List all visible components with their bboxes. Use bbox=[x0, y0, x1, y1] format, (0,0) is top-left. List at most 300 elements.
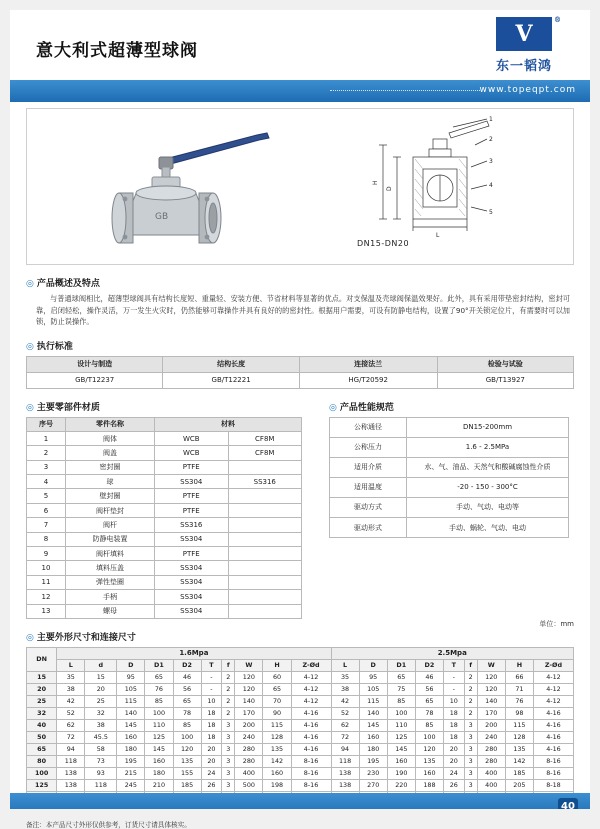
cell-value: 195 bbox=[359, 755, 387, 767]
dimensions-heading-text: 主要外形尺寸和连接尺寸 bbox=[36, 632, 136, 643]
cell-value: 2 bbox=[222, 695, 235, 707]
cell-value: 35 bbox=[331, 671, 359, 683]
cell-value: 135 bbox=[173, 755, 201, 767]
valve-photo bbox=[107, 119, 307, 254]
logo-mark-icon bbox=[496, 14, 561, 51]
col-no: 序号 bbox=[27, 417, 66, 431]
table-row bbox=[27, 671, 574, 683]
cell-value: 94 bbox=[57, 743, 85, 755]
group-header-16mpa: 1.6Mpa bbox=[57, 647, 331, 659]
table-row bbox=[330, 517, 569, 537]
cell-spec-value: 1.6 - 2.5MPa bbox=[407, 437, 569, 457]
cell-value: 20 bbox=[444, 743, 465, 755]
val-flange: HG/T20592 bbox=[299, 372, 437, 388]
section-heading-standards bbox=[26, 339, 600, 352]
cell-no: 3 bbox=[27, 460, 66, 474]
val-length: GB/T12221 bbox=[163, 372, 299, 388]
svg-text:L: L bbox=[436, 232, 440, 239]
bullet-icon: ◎ bbox=[26, 341, 34, 352]
cell-value: 155 bbox=[173, 767, 201, 779]
cell-value: 125 bbox=[145, 731, 173, 743]
table-row bbox=[27, 460, 302, 474]
cell-value: 110 bbox=[145, 719, 173, 731]
cell-value: 142 bbox=[505, 755, 533, 767]
cell-value: 8-16 bbox=[291, 755, 331, 767]
cell-value: 400 bbox=[477, 767, 505, 779]
cell-spec-value: -20 - 150 - 300°C bbox=[407, 477, 569, 497]
section-heading-dimensions bbox=[26, 630, 600, 643]
cell-value: 85 bbox=[387, 695, 415, 707]
cell-value: 42 bbox=[331, 695, 359, 707]
cell-value: 4-12 bbox=[533, 671, 573, 683]
cell-value: 10 bbox=[201, 695, 222, 707]
cell-dn: 20 bbox=[27, 683, 57, 695]
cell-value: 20 bbox=[201, 743, 222, 755]
col-d1-2: D1 bbox=[387, 659, 415, 671]
cell-value: 280 bbox=[235, 743, 263, 755]
cell-value: - bbox=[444, 683, 465, 695]
cell-value: 160 bbox=[117, 731, 145, 743]
materials-table bbox=[26, 417, 302, 619]
svg-text:4: 4 bbox=[489, 182, 493, 189]
cell-value: 76 bbox=[145, 683, 173, 695]
dotted-rule bbox=[330, 90, 480, 92]
cell-value: 270 bbox=[359, 779, 387, 791]
cell-value: 160 bbox=[145, 755, 173, 767]
cell-part: 阀盖 bbox=[66, 446, 155, 460]
cell-value: 4-12 bbox=[533, 683, 573, 695]
cell-part: 壁封圈 bbox=[66, 489, 155, 503]
cell-value: 4-16 bbox=[533, 719, 573, 731]
cell-dn: 50 bbox=[27, 731, 57, 743]
cell-value: 35 bbox=[57, 671, 85, 683]
cell-value: - bbox=[201, 671, 222, 683]
overview-paragraph: 与普通球阀相比，超薄型球阀具有结构长度短、重量轻、安装方便、节省材料等显著的优点。对支保温及壳球阀保温效果好。此外，具有采用带垫密封结构，密封可靠，启闭轻松，操作灵活，万一发生火灾时，仍然能够可靠操作并具有良好的的密封性。根据用户需要，可设有防静电结构，设置了90°开关锁定位片，有需要时可以加锁，防止误操作。 bbox=[36, 294, 570, 326]
cell-value: 120 bbox=[235, 683, 263, 695]
cell-value: 46 bbox=[415, 671, 443, 683]
cell-value: 46 bbox=[173, 671, 201, 683]
cell-spec-label: 公称通径 bbox=[330, 417, 407, 437]
table-header-row bbox=[27, 647, 574, 659]
cell-value: 160 bbox=[415, 767, 443, 779]
col-flange: 连接法兰 bbox=[299, 356, 437, 372]
website-url: www.topeqpt.com bbox=[479, 85, 576, 95]
cell-value: 38 bbox=[331, 683, 359, 695]
table-row bbox=[27, 755, 574, 767]
cell-value: 4-16 bbox=[533, 707, 573, 719]
table-row bbox=[27, 707, 574, 719]
cell-value: 145 bbox=[145, 743, 173, 755]
cell-spec-label: 公称压力 bbox=[330, 437, 407, 457]
table-row bbox=[27, 575, 302, 589]
cell-value: 18 bbox=[201, 719, 222, 731]
table-row bbox=[330, 437, 569, 457]
cell-value: 3 bbox=[464, 779, 477, 791]
table-row bbox=[27, 547, 302, 561]
cell-value: 4-16 bbox=[291, 719, 331, 731]
cell-spec-label: 驱动形式 bbox=[330, 517, 407, 537]
cell-no: 1 bbox=[27, 431, 66, 445]
cell-no: 6 bbox=[27, 503, 66, 517]
cell-no: 10 bbox=[27, 561, 66, 575]
cell-material-b: SS316 bbox=[228, 475, 302, 489]
cell-value: 142 bbox=[263, 755, 291, 767]
cell-value: 65 bbox=[173, 695, 201, 707]
cell-value: 4-16 bbox=[291, 743, 331, 755]
table-row bbox=[330, 417, 569, 437]
cell-value: 190 bbox=[387, 767, 415, 779]
cell-value: 105 bbox=[117, 683, 145, 695]
svg-text:2: 2 bbox=[489, 136, 493, 143]
cell-value: 230 bbox=[359, 767, 387, 779]
cell-no: 4 bbox=[27, 475, 66, 489]
col-length: 结构长度 bbox=[163, 356, 299, 372]
cell-value: 145 bbox=[359, 719, 387, 731]
cell-value: 2 bbox=[464, 695, 477, 707]
performance-table bbox=[329, 417, 569, 539]
cell-value: 115 bbox=[117, 695, 145, 707]
cell-value: 140 bbox=[235, 695, 263, 707]
section-heading-performance bbox=[329, 400, 574, 413]
table-row bbox=[330, 457, 569, 477]
cell-value: 2 bbox=[222, 671, 235, 683]
cell-value: 120 bbox=[235, 671, 263, 683]
cell-value: 160 bbox=[263, 767, 291, 779]
cell-value: 210 bbox=[145, 779, 173, 791]
cell-value: 3 bbox=[464, 755, 477, 767]
cell-no: 12 bbox=[27, 590, 66, 604]
cell-value: 4-16 bbox=[533, 743, 573, 755]
cell-value: 65 bbox=[263, 683, 291, 695]
cell-value: 240 bbox=[235, 731, 263, 743]
section-heading-materials bbox=[26, 400, 302, 413]
bullet-icon: ◎ bbox=[26, 402, 34, 413]
cell-dn: 125 bbox=[27, 779, 57, 791]
cell-value: 8-16 bbox=[533, 767, 573, 779]
cell-no: 11 bbox=[27, 575, 66, 589]
cell-value: 3 bbox=[464, 767, 477, 779]
cell-value: 138 bbox=[331, 767, 359, 779]
cell-value: 85 bbox=[173, 719, 201, 731]
cell-value: 73 bbox=[85, 755, 117, 767]
svg-text:3: 3 bbox=[489, 158, 493, 165]
cell-value: 100 bbox=[415, 731, 443, 743]
col-part: 零件名称 bbox=[66, 417, 155, 431]
cell-material-b bbox=[228, 518, 302, 532]
cell-value: 125 bbox=[387, 731, 415, 743]
page-number: 40 bbox=[558, 798, 578, 814]
table-row bbox=[27, 503, 302, 517]
cell-value: 20 bbox=[444, 755, 465, 767]
materials-block bbox=[26, 400, 302, 619]
cell-value: 8-16 bbox=[291, 779, 331, 791]
col-d1: D1 bbox=[145, 659, 173, 671]
cell-material-b bbox=[228, 503, 302, 517]
cell-value: 138 bbox=[57, 767, 85, 779]
cell-value: 100 bbox=[173, 731, 201, 743]
cell-spec-value: DN15-200mm bbox=[407, 417, 569, 437]
cell-material-a: WCB bbox=[155, 446, 229, 460]
cell-value: 24 bbox=[201, 767, 222, 779]
cell-value: 25 bbox=[85, 695, 117, 707]
col-t: T bbox=[201, 659, 222, 671]
cell-no: 5 bbox=[27, 489, 66, 503]
svg-text:H: H bbox=[372, 180, 379, 185]
bullet-icon: ◎ bbox=[329, 402, 337, 413]
cell-dn: 40 bbox=[27, 719, 57, 731]
table-row bbox=[27, 532, 302, 546]
cell-part: 阀杆 bbox=[66, 518, 155, 532]
table-row bbox=[27, 719, 574, 731]
cell-material-a: SS304 bbox=[155, 575, 229, 589]
cell-value: 145 bbox=[117, 719, 145, 731]
cell-value: 128 bbox=[263, 731, 291, 743]
cell-material-b bbox=[228, 460, 302, 474]
cell-value: 115 bbox=[263, 719, 291, 731]
cell-part: 密封圈 bbox=[66, 460, 155, 474]
cell-value: 42 bbox=[57, 695, 85, 707]
cell-value: 75 bbox=[387, 683, 415, 695]
cell-value: 170 bbox=[235, 707, 263, 719]
cell-part: 弹性垫圈 bbox=[66, 575, 155, 589]
cell-dn: 25 bbox=[27, 695, 57, 707]
cell-no: 8 bbox=[27, 532, 66, 546]
col-l: L bbox=[57, 659, 85, 671]
cell-value: 135 bbox=[263, 743, 291, 755]
cell-value: 52 bbox=[57, 707, 85, 719]
cell-material-a: SS304 bbox=[155, 590, 229, 604]
cell-value: 26 bbox=[444, 779, 465, 791]
product-image-panel bbox=[26, 108, 574, 265]
materials-heading-text: 主要零部件材质 bbox=[36, 402, 100, 413]
cell-value: 140 bbox=[477, 695, 505, 707]
table-row bbox=[27, 683, 574, 695]
cell-material-b bbox=[228, 532, 302, 546]
cell-value: 66 bbox=[505, 671, 533, 683]
cell-value: 2 bbox=[222, 707, 235, 719]
cell-value: 65 bbox=[387, 671, 415, 683]
cell-value: 65 bbox=[145, 671, 173, 683]
cell-value: 200 bbox=[235, 719, 263, 731]
unit-note: 单位：mm bbox=[539, 619, 574, 628]
cell-value: 8-16 bbox=[533, 755, 573, 767]
bullet-icon: ◎ bbox=[26, 632, 34, 643]
cell-material-a: PTFE bbox=[155, 489, 229, 503]
cell-value: 140 bbox=[359, 707, 387, 719]
dimensions-footnote: 备注：本产品尺寸外形仅供参考，订货尺寸请具体核实。 bbox=[26, 820, 191, 829]
cell-spec-value: 水、气、油品、天然气和酸碱腐蚀性介质 bbox=[407, 457, 569, 477]
cell-value: 188 bbox=[415, 779, 443, 791]
cell-value: 100 bbox=[387, 707, 415, 719]
cell-value: 120 bbox=[415, 743, 443, 755]
cell-value: 65 bbox=[415, 695, 443, 707]
cell-value: 3 bbox=[464, 743, 477, 755]
cell-part: 阀杆垫封 bbox=[66, 503, 155, 517]
col-f: f bbox=[222, 659, 235, 671]
cell-part: 防静电装置 bbox=[66, 532, 155, 546]
cell-value: 4-16 bbox=[291, 731, 331, 743]
cell-dn: 80 bbox=[27, 755, 57, 767]
table-row bbox=[330, 477, 569, 497]
cell-value: 3 bbox=[464, 731, 477, 743]
page-content bbox=[0, 102, 600, 829]
val-test: GB/T13927 bbox=[437, 372, 573, 388]
cell-no: 7 bbox=[27, 518, 66, 532]
cell-no: 9 bbox=[27, 547, 66, 561]
cell-value: 185 bbox=[173, 779, 201, 791]
cell-spec-label: 驱动方式 bbox=[330, 497, 407, 517]
overview-heading-text: 产品概述及特点 bbox=[36, 279, 100, 289]
cell-value: 400 bbox=[477, 779, 505, 791]
cell-value: 56 bbox=[415, 683, 443, 695]
cell-value: 52 bbox=[331, 707, 359, 719]
col-t-2: T bbox=[444, 659, 465, 671]
cell-value: 2 bbox=[464, 671, 477, 683]
cell-value: 56 bbox=[173, 683, 201, 695]
table-row bbox=[27, 446, 302, 460]
cell-value: 135 bbox=[415, 755, 443, 767]
cell-material-a: SS304 bbox=[155, 475, 229, 489]
val-design: GB/T12237 bbox=[27, 372, 163, 388]
cell-value: 4-16 bbox=[291, 707, 331, 719]
cell-value: 78 bbox=[415, 707, 443, 719]
cell-spec-label: 适用介质 bbox=[330, 457, 407, 477]
cell-value: 198 bbox=[263, 779, 291, 791]
cell-value: 38 bbox=[85, 719, 117, 731]
cell-value: 93 bbox=[85, 767, 117, 779]
table-row bbox=[330, 497, 569, 517]
col-d-2: D bbox=[359, 659, 387, 671]
cell-value: 110 bbox=[387, 719, 415, 731]
bullet-icon: ◎ bbox=[26, 279, 34, 289]
cell-dn: 32 bbox=[27, 707, 57, 719]
cell-value: 62 bbox=[57, 719, 85, 731]
drawing-caption: DN15-DN20 bbox=[357, 239, 410, 248]
cell-value: 94 bbox=[331, 743, 359, 755]
table-row bbox=[27, 779, 574, 791]
cell-value: 280 bbox=[477, 743, 505, 755]
cell-value: 135 bbox=[505, 743, 533, 755]
cell-value: 4-12 bbox=[291, 683, 331, 695]
table-row bbox=[27, 475, 302, 489]
cell-value: 115 bbox=[505, 719, 533, 731]
cell-value: 220 bbox=[387, 779, 415, 791]
brand-logo bbox=[464, 14, 584, 76]
mid-section bbox=[26, 400, 574, 619]
cell-part: 阀体 bbox=[66, 431, 155, 445]
cell-material-b bbox=[228, 489, 302, 503]
cell-value: 400 bbox=[235, 767, 263, 779]
cell-value: 118 bbox=[331, 755, 359, 767]
cell-value: 3 bbox=[222, 779, 235, 791]
cell-value: 118 bbox=[57, 755, 85, 767]
cell-value: 160 bbox=[387, 755, 415, 767]
cell-value: 8-16 bbox=[291, 767, 331, 779]
cell-value: 18 bbox=[201, 707, 222, 719]
cell-value: 120 bbox=[477, 671, 505, 683]
table-row bbox=[27, 767, 574, 779]
cell-value: 3 bbox=[464, 719, 477, 731]
cell-no: 13 bbox=[27, 604, 66, 618]
group-header-25mpa: 2.5Mpa bbox=[331, 647, 574, 659]
footer-bar bbox=[0, 793, 600, 819]
col-f-2: f bbox=[464, 659, 477, 671]
page-header bbox=[0, 0, 600, 95]
cell-value: 20 bbox=[201, 755, 222, 767]
logo-letter: V bbox=[515, 20, 533, 47]
cell-value: 280 bbox=[477, 755, 505, 767]
cell-value: 60 bbox=[263, 671, 291, 683]
table-row bbox=[27, 518, 302, 532]
cell-value: 90 bbox=[263, 707, 291, 719]
cell-material-a: SS304 bbox=[155, 604, 229, 618]
brand-name: 东一韬鸿 bbox=[495, 58, 552, 74]
cell-value: 32 bbox=[85, 707, 117, 719]
dimensions-table-wrap bbox=[26, 647, 574, 816]
cell-value: 170 bbox=[477, 707, 505, 719]
cell-value: 26 bbox=[201, 779, 222, 791]
cell-value: 280 bbox=[235, 755, 263, 767]
col-d2: D2 bbox=[173, 659, 201, 671]
cell-value: 215 bbox=[117, 767, 145, 779]
cell-material-a: PTFE bbox=[155, 547, 229, 561]
cell-value: 72 bbox=[331, 731, 359, 743]
cell-dn: 100 bbox=[27, 767, 57, 779]
cell-value: 76 bbox=[505, 695, 533, 707]
cell-value: 128 bbox=[505, 731, 533, 743]
cell-part: 手柄 bbox=[66, 590, 155, 604]
cell-value: 100 bbox=[145, 707, 173, 719]
cell-value: 180 bbox=[145, 767, 173, 779]
col-h-2: H bbox=[505, 659, 533, 671]
cell-value: - bbox=[201, 683, 222, 695]
cell-value: 45.5 bbox=[85, 731, 117, 743]
cell-value: 95 bbox=[117, 671, 145, 683]
cell-value: 18 bbox=[444, 707, 465, 719]
table-row bbox=[27, 731, 574, 743]
cell-value: 71 bbox=[505, 683, 533, 695]
table-header-row bbox=[27, 659, 574, 671]
cell-value: 98 bbox=[505, 707, 533, 719]
cell-material-b bbox=[228, 547, 302, 561]
page-title: 意大利式超薄型球阀 bbox=[36, 41, 198, 61]
table-row bbox=[27, 561, 302, 575]
cell-dn: 15 bbox=[27, 671, 57, 683]
cell-material-b: CF8M bbox=[228, 446, 302, 460]
cell-value: 120 bbox=[477, 683, 505, 695]
cell-value: 78 bbox=[173, 707, 201, 719]
cell-material-b bbox=[228, 561, 302, 575]
col-d: D bbox=[117, 659, 145, 671]
cell-no: 2 bbox=[27, 446, 66, 460]
col-d: d bbox=[85, 659, 117, 671]
dimensions-table bbox=[26, 647, 574, 816]
col-design: 设计与制造 bbox=[27, 356, 163, 372]
col-dn: DN bbox=[27, 647, 57, 671]
cell-part: 螺母 bbox=[66, 604, 155, 618]
cell-material-a: SS316 bbox=[155, 518, 229, 532]
cell-value: 38 bbox=[57, 683, 85, 695]
cell-value: 115 bbox=[359, 695, 387, 707]
cell-value: 138 bbox=[57, 779, 85, 791]
cell-value: 24 bbox=[444, 767, 465, 779]
cell-material-b bbox=[228, 590, 302, 604]
cell-value: 105 bbox=[359, 683, 387, 695]
table-row bbox=[27, 489, 302, 503]
cell-value: 18 bbox=[201, 731, 222, 743]
cell-spec-label: 适用温度 bbox=[330, 477, 407, 497]
cell-value: 140 bbox=[117, 707, 145, 719]
